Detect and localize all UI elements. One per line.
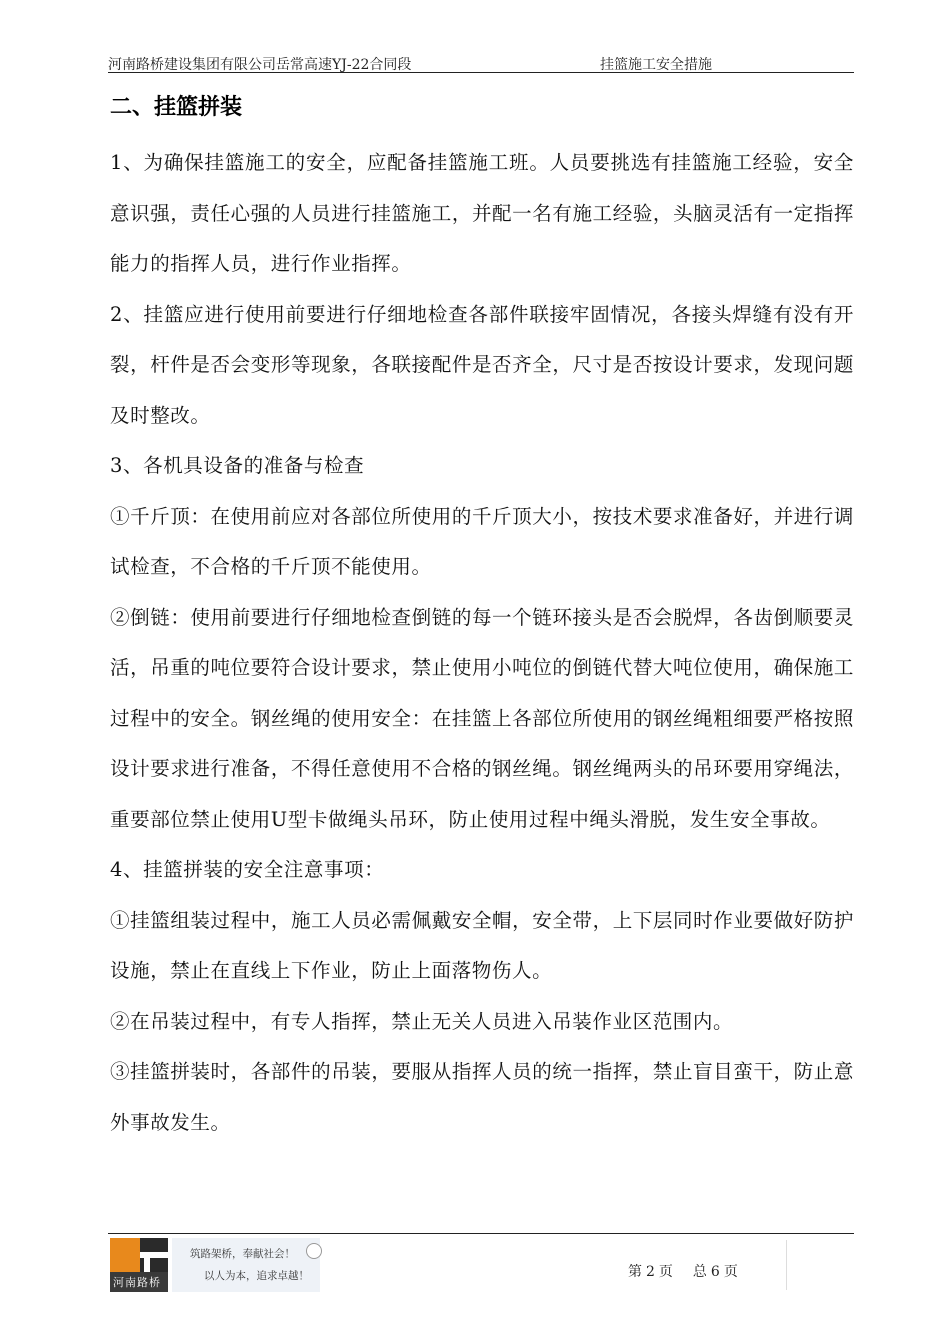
- paragraph-chain-hoist: ②倒链：使用前要进行仔细地检查倒链的每一个链环接头是否会脱焊，各齿倒顺要灵活，吊重的吨位要符合设计要求，禁止使用小吨位的倒链代替大吨位使用，确保施工过程中的安全。钢丝绳的使用安全：在挂篮上各部位所使用的钢丝绳粗细要严格按照设计要求进行准备，不得任意使用不合格的钢丝绳。钢丝绳两头的吊环要用穿绳法，重要部位禁止使用U型卡做绳头吊环，防止使用过程中绳头滑脱，发生安全事故。: [110, 605, 854, 831]
- total-unit: 页: [723, 1264, 738, 1280]
- paragraph-4: 4、挂篮拼装的安全注意事项：: [110, 858, 385, 881]
- paragraph-safety-3: ③挂篮拼装时，各部件的吊装，要服从指挥人员的统一指挥，禁止盲目蛮干，防止意外事故发生。: [110, 1060, 854, 1134]
- paragraph-3: 3、各机具设备的准备与检查: [110, 454, 365, 477]
- slogan-line-2: 以人为本，追求卓越！: [204, 1270, 309, 1282]
- header-rule: [108, 72, 854, 73]
- total-pages: 6: [710, 1264, 720, 1280]
- paragraph-1: 1、为确保挂篮施工的安全，应配备挂篮施工班。人员要挑选有挂篮施工经验，安全意识强，责任心强的人员进行挂篮施工，并配一名有施工经验，头脑灵活有一定指挥能力的指挥人员，进行作业指挥。: [110, 151, 854, 275]
- paragraph-jack: ①千斤顶：在使用前应对各部位所使用的千斤顶大小，按技术要求准备好，并进行调试检查，不合格的千斤顶不能使用。: [110, 504, 854, 578]
- page-number: [628, 1261, 742, 1281]
- page-label: 第: [628, 1264, 642, 1280]
- total-label: 总: [692, 1264, 707, 1280]
- slogan-line-1: 筑路架桥，奉献社会！: [190, 1248, 295, 1260]
- footer-rule: [108, 1233, 854, 1234]
- paragraph-safety-2: ②在吊装过程中，有专人指挥，禁止无关人员进入吊装作业区范围内。: [110, 1009, 734, 1033]
- slogan-circle-icon: [306, 1243, 322, 1259]
- header-company: 河南路桥建设集团有限公司岳常高速YJ-22合同段: [108, 57, 412, 73]
- header-doc-title: 挂篮施工安全措施: [600, 57, 712, 73]
- paragraph-2: 2、挂篮应进行使用前要进行仔细地检查各部件联接牢固情况，各接头焊缝有没有开裂，杆件是否会变形等现象，各联接配件是否齐全，尺寸是否按设计要求，发现问题及时整改。: [110, 302, 854, 427]
- section-title: 二、挂篮拼装: [110, 95, 243, 120]
- logo-text: 河南路桥: [113, 1276, 161, 1289]
- paragraph-safety-1: ①挂篮组装过程中，施工人员必需佩戴安全帽，安全带，上下层同时作业要做好防护设施，禁止在直线上下作业，防止上面落物伤人。: [110, 908, 854, 982]
- document-body: [110, 90, 854, 1148]
- page-header: [108, 50, 854, 74]
- current-page: 2: [646, 1264, 655, 1280]
- page-unit: 页: [658, 1264, 673, 1280]
